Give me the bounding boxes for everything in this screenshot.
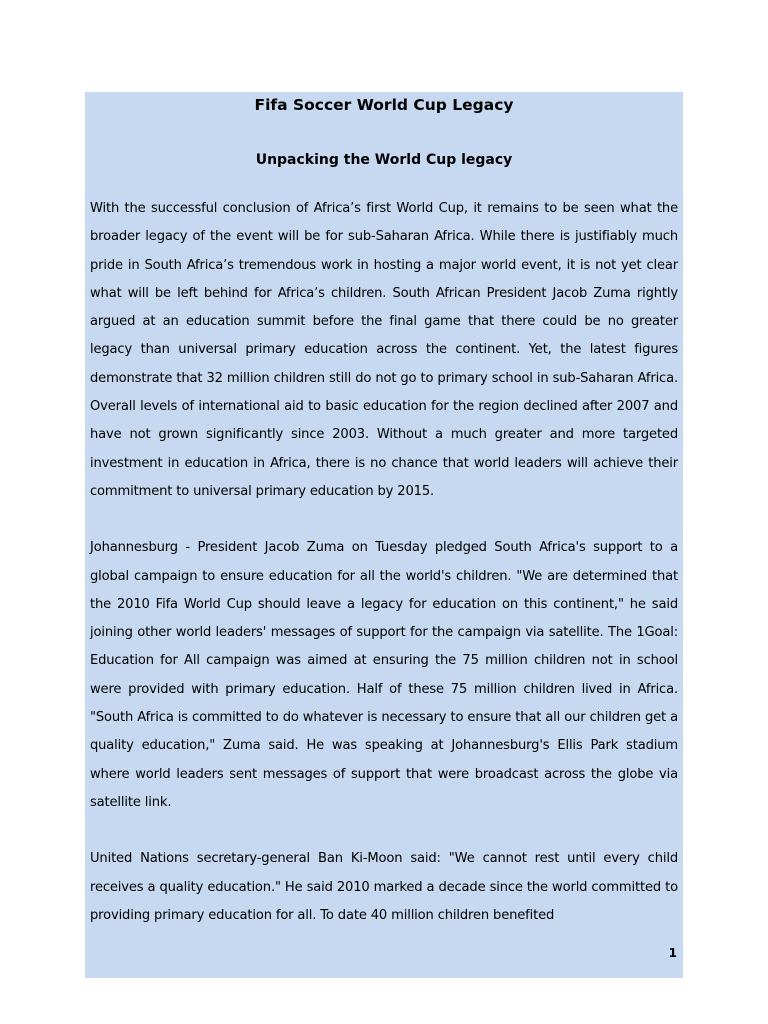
document-page [85, 92, 683, 978]
paragraph-united-nations: United Nations secretary-general Ban Ki-Moon said: "We cannot rest until every child receives a quality education." He said 2010 marked a decade since the world committed to providing primary education for all. To date 40 million children benefited [90, 851, 678, 923]
document-title: Fifa Soccer World Cup Legacy [254, 96, 514, 114]
paragraph-johannesburg: Johannesburg - President Jacob Zuma on Tuesday pledged South Africa's support to a global campaign to ensure education for all the world's children. "We are determined that the 2010 Fifa World Cup should leave a legacy for education on this continent," he said joining other world leaders' messages of support for the campaign via satellite. The 1Goal: Education for All campaign was aimed at ensuring the 75 million children not in school were provided with primary education. Half of these 75 million children lived in Africa. "South Africa is committed to do whatever is necessary to ensure that all our children get a quality education," Zuma said. He was speaking at Johannesburg's Ellis Park stadium where world leaders sent messages of support that were broadcast across the globe via satellite link. [90, 540, 678, 810]
paragraph-intro: With the successful conclusion of Africa’s first World Cup, it remains to be seen what the broader legacy of the event will be for sub-Saharan Africa. While there is justifiably much pride in South Africa’s tremendous work in hosting a major world event, it is not yet clear what will be left behind for Africa’s children. South African President Jacob Zuma rightly argued at an education summit before the final game that there could be no greater legacy than universal primary education across the continent. Yet, the latest figures demonstrate that 32 million children still do not go to primary school in sub-Saharan Africa. Overall levels of international aid to basic education for the region declined after 2007 and have not grown significantly since 2003. Without a much greater and more targeted investment in education in Africa, there is no chance that world leaders will achieve their commitment to universal primary education by 2015. [90, 201, 678, 499]
page-number: 1 [668, 946, 677, 960]
document-subtitle: Unpacking the World Cup legacy [255, 152, 513, 168]
